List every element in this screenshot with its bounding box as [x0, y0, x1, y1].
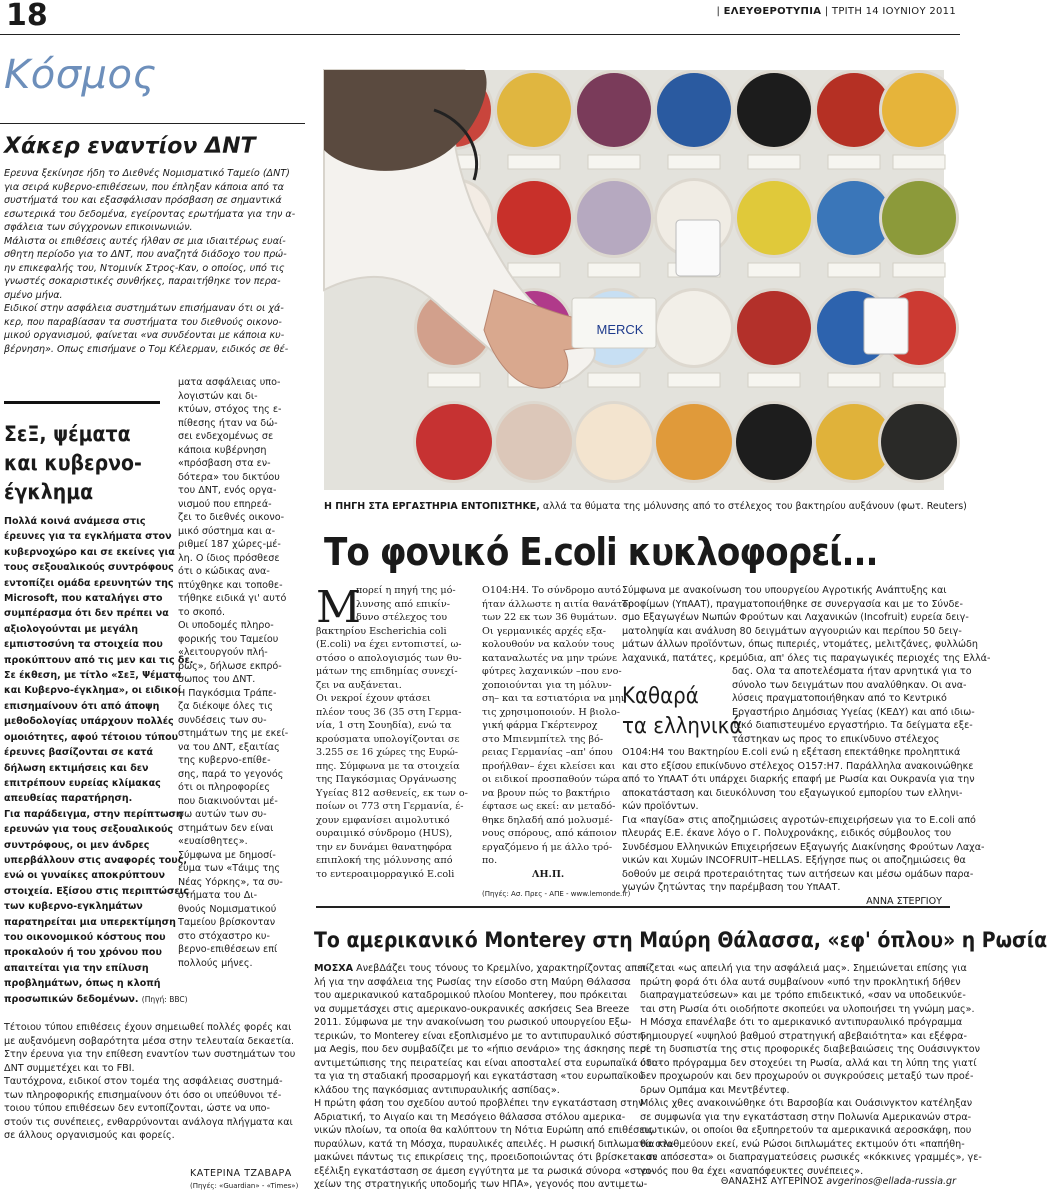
- produce-line: μάτων άλλων προϊόντων, όπως πιπεριές, ντομάτες, μελιτζάνες, φυλλώδη: [622, 639, 978, 650]
- test-card-1: [676, 220, 720, 276]
- produce-line: λαχανικά, πατάτες, κρεμύδια, απ' όλες τις παραγωγικές περιοχές της Ελλά-: [622, 652, 991, 664]
- dish-label: [588, 155, 640, 169]
- greek-produce-headline: [622, 682, 742, 742]
- hackers-sources: (Πηγές: «Guardian» - «Times»): [190, 1182, 299, 1190]
- produce-line: από το ΥπΑΑΤ ότι υπάρχει διαρκής επαφή με Ρωσία και Ουκρανία για την: [622, 774, 975, 785]
- hackers-right-line: ευμα των «Τάιμς της: [178, 863, 281, 874]
- ecoli-line: πορεί η πηγή της μό-: [356, 585, 456, 596]
- hackers-right-line: Νέας Υόρκης», τα συ-: [178, 876, 283, 888]
- hackers-line: σμένο μήνα.: [4, 289, 63, 301]
- dish-label: [428, 373, 480, 387]
- sidebar-line: στοιχεία. Εξίσου στις περιπτώσεις: [4, 885, 189, 897]
- hackers-bottom-body: [4, 1021, 304, 1143]
- petri-dish: [577, 181, 651, 255]
- russia-line: γονός που θα έχει «αναπόφευκτες συνέπειες».: [640, 1165, 864, 1177]
- ecoli-line: να βρουν πώς το βακτήριο: [482, 787, 610, 799]
- petri-dish: [497, 181, 571, 255]
- hackers-right-line: του ΔΝΤ, ενός οργα-: [178, 485, 277, 496]
- sidebar-line: των κυβερνο-εγκλημάτων: [4, 901, 143, 913]
- ecoli-line: 3.255 σε 16 χώρες της Ευρώ-: [316, 747, 459, 758]
- petri-dish: [657, 73, 731, 147]
- hackers-right-line: το σκοπό.: [178, 606, 225, 618]
- hackers-right-line: Οι υποδομές πληρο-: [178, 620, 274, 631]
- ecoli-column-b: [482, 584, 634, 881]
- ecoli-line: ήταν άλλωστε η αιτία θανάτου: [482, 598, 634, 610]
- ecoli-line: κρούσματα υπολογίζονται σε: [316, 733, 460, 745]
- ecoli-line: χοποιούνται για τη μόλυν-: [482, 679, 612, 691]
- hackers-right-line: στο στόχαστρο κυ-: [178, 930, 270, 942]
- russia-line: ται στη Ρωσία ότι οιοδήποτε σκοπεύει να υλοποιήσει τη γνώμη μας».: [640, 1003, 975, 1015]
- produce-line: O104:H4 του Βακτηρίου E.coli ενώ η εξέταση επεκτάθηκε προληπτικά: [622, 747, 961, 758]
- russia-line: δρων Ομπάμα και Μεντβέντεφ.: [640, 1084, 790, 1096]
- produce-line: νικών και Χυμών INCOFRUIT–HELLAS. Εξήγησε πως οι αποζημιώσεις θα: [622, 855, 966, 866]
- russia-line: μακώνει πάντως τις επικρίσεις της, προειδοποιώντας ότι βρίσκεται σε: [314, 1152, 658, 1163]
- ecoli-line: πλέον τους 36 (35 στη Γερμα-: [316, 706, 462, 718]
- hackers-right-line: σω αυτών των συ-: [178, 809, 267, 820]
- russia-line: πρώτη φορά ότι όλα αυτά συμβαίνουν «υπό την προκλητική δήθεν: [640, 976, 961, 988]
- hackers-right-line: μικό σύστημα και α-: [178, 525, 276, 537]
- sidebar-line: συντρόφους, οι μεν άνδρες: [4, 839, 150, 851]
- sidebar-line: μεθοδολογίας υπάρχουν πολλές: [4, 716, 174, 728]
- sidebar-line: κυβερνοχώρο και σε εκείνες για: [4, 546, 175, 558]
- ecoli-line: πο.: [482, 855, 498, 866]
- hackers-line: ην επικεφαλής του, Ντομινίκ Στρος-Καν, ο οποίος, υπό τις: [4, 262, 285, 274]
- hackers-line: Ερευνα ξεκίνησε ήδη το Διεθνές Νομισματικό Ταμείο (ΔΝΤ): [4, 168, 290, 179]
- hackers-right-line: να του ΔΝΤ, εξαιτίας: [178, 741, 280, 753]
- hackers-signature: ΚΑΤΕΡΙΝΑ ΤΖΑΒΑΡΑ: [190, 1168, 292, 1179]
- russia-line: σε συμφωνία για την εγκατάσταση στην Πολωνία Αμερικανών στρα-: [640, 1111, 972, 1123]
- dish-label: [508, 263, 560, 277]
- dish-label: [748, 263, 800, 277]
- russia-line: να συμμετάσχει στις αμερικανο-ουκρανικές ασκήσεις Sea Breeze: [314, 1003, 630, 1015]
- russia-line: θα σταθμεύουν εκεί, ενώ Ρώσοι διπλωμάτες εκτιμούν ότι «παπήθη-: [640, 1138, 965, 1150]
- petri-dish: [882, 181, 956, 255]
- hackers-right-line: λογιστών και δι-: [178, 390, 258, 402]
- hackers-bottom-line: Ταυτόχρονα, ειδικοί στον τομέα της ασφάλειας συστημά-: [4, 1076, 283, 1087]
- hackers-right-line: ματα ασφάλειας υπο-: [178, 377, 281, 388]
- hackers-right-line: «πρόσβαση στα εν-: [178, 458, 271, 469]
- ecoli-line: φύτρες λαχανικών –που ενο-: [482, 666, 622, 677]
- hackers-bottom-line: Στην έρευνα για την επίθεση εναντίον των συστημάτων του: [4, 1049, 296, 1060]
- ecoli-line: πης. Σύμφωνα με τα στοιχεία: [316, 760, 460, 772]
- sidebar-line: προκύπτουν από τις μεν και τις δε.: [4, 654, 194, 666]
- ecoli-column-a: [316, 584, 476, 881]
- header-rule: [0, 34, 960, 35]
- petri-dish: [657, 291, 731, 365]
- produce-line: πλευράς Ε.Ε. έκανε λόγο ο Γ. Πολυχρονάκης, ειδικός σύμβουλος του: [622, 828, 952, 839]
- hackers-line: βέρνηση». Οπως επισήμανε ο Τομ Κέλερμαν, ειδικός σε θέ-: [4, 343, 289, 355]
- hackers-bottom-line: τοιου τύπου επιθέσεων δεν εντοπίζονται, ώστε να υπο-: [4, 1103, 270, 1114]
- dish-label: [588, 263, 640, 277]
- russia-line: ότι το πρόγραμμα δεν στοχεύει τη Ρωσία, αλλά και τη λύπη της γιατί: [640, 1057, 977, 1069]
- section-rule: [0, 123, 305, 124]
- produce-line: Εργαστήριο Δημόσιας Υγείας (ΚΕΔΥ) και από ιδιω-: [732, 706, 975, 718]
- hackers-line: μικού οργανισμού, φαίνεται «να συνδέονται με κάποια κυ-: [4, 330, 285, 341]
- masthead: | ΕΛΕΥΘΕΡΟΤΥΠΙΑ | ΤΡΙΤΗ 14 ΙΟΥΝΙΟΥ 2011: [716, 6, 956, 17]
- russia-line: του αμερικανικού καταδρομικού πλοίου Monterey, που πρόκειται: [314, 990, 628, 1001]
- hackers-line: Ειδικοί στην ασφάλεια συστημάτων επισήμαναν ότι οι χά-: [4, 303, 284, 314]
- russia-line: κλάδου της παγκόσμιας αντιπυραυλικής ασπίδας».: [314, 1084, 560, 1096]
- produce-line: κών προϊόντων.: [622, 801, 699, 812]
- sidebar-title-line: έγκλημα: [4, 480, 94, 504]
- greek-produce-column: [622, 584, 991, 908]
- ecoli-line: στόσο ο απολογισμός των θυ-: [316, 652, 462, 664]
- russia-line: Η Μόσχα επανέλαβε ότι το αμερικανικό αντιπυραυλικό πρόγραμμα: [640, 1017, 963, 1028]
- ecoli-line: ση– και τα εστιατόρια να μην: [482, 693, 627, 704]
- hackers-bottom-line: στούν τις συνέπειες, ενθαρρύνονται ανάλογα πλήγματα και: [4, 1116, 293, 1128]
- petri-dish: [577, 73, 651, 147]
- hackers-right-line: σης, παρά το γεγονός: [178, 768, 284, 780]
- ecoli-line: λυνσης από επικίν-: [356, 598, 450, 610]
- russia-lead-text: ΑνεβΔάζει τους τόνους το Κρεμλίνο, χαρακτηρίζοντας απει-: [353, 963, 649, 974]
- hackers-body: [4, 167, 300, 356]
- dish-label: [668, 373, 720, 387]
- hackers-right-line: ρως», δήλωσε εκπρό-: [178, 660, 282, 672]
- sidebar-line: εμπιστοσύνη τα στοιχεία που: [4, 639, 163, 651]
- russia-rule: [316, 906, 950, 908]
- dish-label: [828, 263, 880, 277]
- russia-email: avgerinos@ellada-russia.gr: [826, 1176, 956, 1187]
- russia-line: τα για τη σταδιακή προσαρμογή και εγκατάσταση «του ευρωπαϊκού: [314, 1071, 644, 1082]
- photo-caption: [324, 500, 967, 513]
- hackers-right-line: φορικής του Ταμείου: [178, 633, 279, 645]
- section-title: Κόσμος: [4, 52, 157, 98]
- ecoli-line: ρειας Γερμανίας –απ' όπου: [482, 747, 613, 758]
- ecoli-line: βακτηρίου Escherichia coli: [316, 625, 447, 637]
- hackers-right-line: κάποια κυβέρνηση: [178, 444, 267, 456]
- sidebar-line: προκαλούν ή του χρόνου που: [4, 947, 162, 959]
- ecoli-line: Οι γερμανικές αρχές εξα-: [482, 625, 607, 637]
- produce-line: λύσεις πραγματοποιήθηκαν από το Κεντρικό: [732, 693, 947, 704]
- ecoli-line: O104:H4. Το σύνδρομο αυτό: [482, 585, 622, 596]
- hackers-line: γνωστές σοκαριστικές συνθήκες, παραιτήθηκε τον περα-: [4, 276, 281, 287]
- russia-column-1: [314, 962, 676, 1192]
- page-number: 18: [6, 0, 48, 33]
- sidebar-line: συμπέρασμα ότι δεν πρέπει να: [4, 608, 169, 620]
- produce-signature: ΑΝΝΑ ΣΤΕΡΓΙΟΥ: [866, 895, 942, 907]
- hackers-right-line: ζα διέκοψε όλες τις: [178, 701, 274, 712]
- produce-line: τάστηκαν ως προς το επικίνδυνο στέλεχος: [732, 733, 940, 745]
- caption-lead: Η ΠΗΓΗ ΣΤΑ ΕΡΓΑΣΤΗΡΙΑ ΕΝΤΟΠΙΣΤΗΚΕ,: [324, 501, 540, 512]
- hackers-right-line: δότερα» του δικτύου: [178, 471, 280, 483]
- hackers-right-line: πίθεσης ήταν να δώ-: [178, 417, 278, 429]
- hackers-right-line: σωπος του ΔΝΤ.: [178, 674, 256, 685]
- sidebar-line: απευθείας παρατήρηση.: [4, 793, 133, 805]
- hackers-right-line: βερνο-επιθέσεων επί: [178, 944, 278, 955]
- sidebar-line: επισημαίνουν ότι από άποψη: [4, 700, 160, 712]
- hackers-right-line: «λειτουργούν πλή-: [178, 647, 268, 658]
- hackers-right-line: θνούς Νομισματικού: [178, 903, 277, 915]
- hackers-right-line: στήματα του Δι-: [178, 890, 258, 901]
- photo-illustration: [324, 70, 944, 490]
- ecoli-line: κολουθούν να καλούν τους: [482, 639, 615, 650]
- petri-dish: [656, 404, 732, 480]
- hackers-line: εσωτερικά του δεδομένα, εγείροντας ερωτήματα για την α-: [4, 208, 296, 220]
- russia-author: ΘΑΝΑΣΗΣ ΑΥΓΕΡΙΝΟΣ: [720, 1176, 824, 1187]
- sidebar-line: παρατηρείται μια υπερεκτίμηση: [4, 916, 176, 928]
- ecoli-line: εργαζόμενο ή με άλλο τρό-: [482, 841, 613, 853]
- hackers-line: Μάλιστα οι επιθέσεις αυτές ήλθαν σε μια ιδιαιτέρως ευαί-: [4, 235, 286, 247]
- hackers-bottom-line: σε άλλους οργανισμούς και φορείς.: [4, 1130, 175, 1141]
- russia-line: 2011. Σύμφωνα με την ανακοίνωση του ρωσικού υπουργείου Εξω-: [314, 1017, 632, 1028]
- sidebar-body: [4, 514, 194, 1007]
- ecoli-headline: Το φονικό E.coli κυκλοφορεί...: [324, 530, 878, 574]
- sidebar-line: και Κυβερνο-έγκλημα», οι ειδικοί: [4, 685, 182, 697]
- dish-label: [893, 263, 945, 277]
- hackers-right-line: λη. Ο ίδιος πρόσθεσε: [178, 552, 280, 564]
- russia-line: χείων της στρατηγικής υποδομής των ΗΠΑ», γεγονός που αντιμετω-: [314, 1179, 648, 1190]
- sidebar-line: ερευνών για τους σεξουαλικούς: [4, 824, 174, 836]
- ecoli-line: νία, 1 στη Σουηδία), ενώ τα: [316, 720, 452, 731]
- hackers-right-line: στημάτων της με εκεί-: [178, 728, 289, 739]
- ecoli-line: Υγείας 812 ασθενείς, εκ των ο-: [316, 787, 468, 799]
- hackers-line: κερ, που παραβίασαν τα συστήματα του διεθνούς οικονο-: [4, 316, 282, 328]
- sidebar-title: [4, 420, 142, 507]
- hackers-right-line: πτύχθηκε και τοποθε-: [178, 579, 283, 591]
- russia-signature: [721, 1176, 956, 1187]
- petri-dish: [881, 404, 957, 480]
- sidebar-rule: [4, 401, 160, 404]
- kathara-line: τα ελληνικά: [622, 714, 743, 739]
- produce-line: γωγών ζητώντας την παρέμβαση του ΥπΑΑΤ.: [622, 882, 841, 893]
- ecoli-line: γική φάρμα Γκέρτενροχ: [482, 720, 598, 731]
- sidebar-last-line: [4, 992, 188, 1007]
- hackers-right-line: τήθηκε ειδικά γι' αυτό: [178, 593, 287, 604]
- hackers-right-line: κτύων, στόχος της ε-: [178, 404, 282, 415]
- hackers-right-line: πολλούς μήνες.: [178, 957, 253, 969]
- sidebar-line: του οικονομικού κόστους που: [4, 931, 166, 943]
- russia-line: Μόλις χθες ανακοινώθηκε ότι Βαρσοβία και Ουάσινγκτον κατέληξαν: [640, 1098, 973, 1109]
- petri-dish: [882, 73, 956, 147]
- sidebar-line: προβλημάτων, όπως η κλοπή: [4, 978, 161, 990]
- ecoli-line: καταναλωτές να μην τρώνε: [482, 652, 617, 664]
- sidebar-line: απαιτείται για την επίλυση: [4, 962, 149, 974]
- russia-line: πίζεται «ως απειλή για την ασφάλειά μας». Σημειώνεται επίσης για: [640, 963, 967, 974]
- petri-dish: [737, 291, 811, 365]
- sidebar-line: αξιολογούνται με μεγάλη: [4, 623, 139, 635]
- petri-dish: [737, 181, 811, 255]
- hackers-bottom-line: με αυξανόμενη σοβαρότητα μέσα στην τελευταία δεκαετία.: [4, 1035, 295, 1047]
- hackers-bottom-line: των πληροφορικής επισημαίνουν ότι όσο οι υπεύθυνοι τέ-: [4, 1089, 282, 1101]
- ecoli-line: θηκε δηλαδή από μολυσμέ-: [482, 814, 613, 826]
- hackers-right-line: ζει το διεθνές οικονο-: [178, 512, 285, 523]
- produce-line: δας. Ολα τα αποτελέσματα ήταν αρνητικά για το: [732, 666, 972, 677]
- sidebar-line: έρευνες για τα εγκλήματα στον: [4, 531, 172, 543]
- hackers-bottom-line: Τέτοιου τύπου επιθέσεις έχουν σημειωθεί πολλές φορές και: [4, 1022, 292, 1033]
- caption-text: αλλά τα θύματα της μόλυνσης από το στέλεχος του βακτηρίου αυξάνουν (φωτ. Reuters): [539, 501, 967, 512]
- petri-dish: [576, 404, 652, 480]
- petri-dish: [496, 404, 572, 480]
- hackers-line: σθητη περίοδο για το ΔΝΤ, που αναζητά διάδοχο του πρώ-: [4, 249, 287, 260]
- produce-line: Συνδέσμου Ελληνικών Επιχειρήσεων Εξαγωγής Διακίνησης Φρούτων Λαχα-: [622, 841, 985, 853]
- russia-line: σε τη δυσπιστία της στις προφορικές διαβεβαιώσεις της Ουάσινγκτον: [640, 1044, 980, 1055]
- hackers-line: συστήματά του και εξασφάλισαν πρόσβαση σε σημαντικά: [4, 195, 282, 206]
- hackers-right-column: [178, 376, 304, 970]
- russia-line: διαπραγματεύσεων» και με τρόπο επιδεικτικό, «σαν να υποδεικνύε-: [640, 990, 966, 1001]
- russia-line: μα Aegis, που δεν συμβαδίζει με το «ήπιο σενάριο» της άσκησης περί: [314, 1044, 650, 1055]
- russia-column-2: [640, 962, 982, 1178]
- russia-lead-line: [314, 962, 649, 976]
- hackers-right-line: «ευαίσθητες».: [178, 836, 248, 847]
- hackers-line: σφάλεια των σύγχρονων επικοινωνιών.: [4, 222, 193, 233]
- petri-dish: [737, 73, 811, 147]
- dish-label: [828, 373, 880, 387]
- dish-label: [508, 155, 560, 169]
- ecoli-line: μάτων της επιδημίας συνεχί-: [316, 666, 458, 677]
- russia-dateline: ΜΟΣΧΑ: [314, 963, 354, 974]
- produce-line: δοθούν με σειρά προτεραιότητας των αιτήσεων και μέσω ομάδων παρα-: [622, 868, 974, 880]
- hackers-right-line: συνδέσεις των συ-: [178, 714, 267, 726]
- hackers-right-line: ριθμεί 187 χώρες-μέ-: [178, 539, 281, 550]
- ecoli-line: ουραιμικό σύνδρομο (HUS),: [316, 828, 453, 839]
- ecoli-line: στο Μπιενμπίτελ της βό-: [482, 733, 604, 745]
- hackers-headline: Χάκερ εναντίον ΔΝΤ: [4, 134, 256, 159]
- hackers-right-line: σει ενδεχομένως σε: [178, 431, 274, 442]
- sidebar-line: εντοπίζει ομάδα ερευνητών της: [4, 577, 174, 589]
- ecoli-line: οι ειδικοί προσπαθούν τώρα: [482, 774, 621, 785]
- produce-line: ματοληψία και ανάλυση 80 δειγμάτων αγγουριών και περίπου 50 δειγ-: [622, 625, 962, 637]
- petri-dish-photo: [324, 70, 944, 490]
- sidebar-title-line: ΣεΞ, ψέματα: [4, 422, 131, 446]
- ecoli-line: των 22 εκ των 36 θυμάτων.: [482, 612, 617, 623]
- hackers-right-line: Ταμείου βρίσκονταν: [178, 917, 276, 928]
- ecoli-line: επιπλοκή της μόλυνσης από: [316, 855, 453, 866]
- ecoli-line: Οι νεκροί έχουν φτάσει: [316, 693, 431, 704]
- hackers-right-line: ότι ο κώδικας ανα-: [178, 566, 270, 577]
- produce-line: αποκατάσταση και διευκόλυνση του εξαγωγικού εμπορίου των ελληνι-: [622, 787, 963, 799]
- sidebar-line: τους σεξουαλικούς συντρόφους: [4, 562, 174, 574]
- petri-dish: [416, 404, 492, 480]
- russia-line: πυραύλων, κατά τη Μόσχα, πυραυλικές απειλές. Η ρωσική διπλωματία κλι-: [314, 1138, 676, 1150]
- kathara-line: Καθαρά: [622, 684, 699, 709]
- russia-line: Η πρώτη φάση του σχεδίου αυτού προβλέπει την εγκατάσταση στην: [314, 1098, 644, 1109]
- hackers-line: για σειρά κυβερνο-επιθέσεων, που έπληξαν κάποια από τα: [4, 181, 284, 193]
- sidebar-line: υπερβάλλουν στις αναφορές τους,: [4, 854, 187, 866]
- hackers-right-line: στημάτων δεν είναι: [178, 822, 274, 834]
- hackers-right-line: νισμού που επηρεά-: [178, 498, 272, 510]
- sidebar-credit: (Πηγή: BBC): [141, 994, 188, 1004]
- sidebar-line: δήλωση εκτιμήσεις και δεν: [4, 762, 149, 774]
- dish-label: [668, 155, 720, 169]
- newspaper-name: ΕΛΕΥΘΕΡΟΤΥΠΙΑ: [723, 6, 822, 17]
- russia-line: καν απόσεστα» οι διαπραγματεύσεις ρωσικές «κόκκινες γραμμές», γε-: [640, 1152, 982, 1163]
- hackers-right-line: Η Παγκόσμια Τράπε-: [178, 687, 277, 699]
- russia-line: τερικών, το Monterey είναι εξοπλισμένο με το αντιπυραυλικό σύστη-: [314, 1030, 648, 1042]
- ecoli-line: την εν δυνάμει θανατηφόρα: [316, 841, 452, 853]
- sidebar-line: Σε έκθεση, με τίτλο «ΣεΞ, Ψέματα: [4, 670, 182, 682]
- merck-label: MERCK: [596, 322, 644, 337]
- ecoli-line: δυνο στέλεχος του: [356, 612, 448, 623]
- hackers-right-line: ότι οι πληροφορίες: [178, 782, 270, 793]
- sidebar-last-text: προσωπικών δεδομένων.: [4, 993, 139, 1005]
- ecoli-line: τις χρησιμοποιούν. Η βιολο-: [482, 706, 620, 718]
- sidebar-line: έρευνες βασίζονται σε κατά: [4, 747, 153, 759]
- ecoli-line: νους σπόρους, από κάποιον: [482, 828, 617, 839]
- sidebar-title-line: και κυβερνο-: [4, 451, 142, 475]
- dish-label: [748, 155, 800, 169]
- ecoli-line: (E.coli) να έχει εντοπιστεί, ω-: [316, 639, 462, 650]
- issue-date: ΤΡΙΤΗ 14 ΙΟΥΝΙΟΥ 2011: [831, 6, 956, 17]
- sidebar-line: Για παράδειγμα, στην περίπτωση: [4, 808, 183, 820]
- russia-line: αντιμετώπισης της πειρατείας και είναι αποσταλεί στα ευρωπαϊκά ύδα-: [314, 1057, 662, 1069]
- ecoli-line: χουν εμφανίσει αιμολυτικό: [316, 814, 450, 826]
- ecoli-signature: ΛΗ.Π.: [532, 868, 565, 880]
- ecoli-line: το εντεροαιμορραγικό E.coli: [316, 868, 455, 880]
- produce-line: Σύμφωνα με ανακοίνωση του υπουργείου Αγροτικής Ανάπτυξης και: [622, 585, 947, 596]
- produce-line: Τροφίμων (ΥπΑΑΤ), πραγματοποιήθηκε σε συνεργασία και με το Σύνδε-: [622, 598, 963, 610]
- ecoli-sources: (Πηγές: Ασ. Πρες - ΑΠΕ - www.lemonde.fr): [482, 890, 631, 898]
- russia-line: τιωτικών, οι οποίοι θα εξυπηρετούν τα αμερικανικά αεροσκάφη, που: [640, 1125, 972, 1136]
- produce-line: σμο Εξαγωγέων Νωπών Φρούτων και Λαχανικών (Incofruit) ευρεία δειγ-: [622, 612, 969, 623]
- dish-label: [748, 373, 800, 387]
- petri-dish: [497, 73, 571, 147]
- produce-line: και στο εξίσου επικίνδυνο στέλεχος O157:H7. Παράλληλα ανακοινώθηκε: [622, 760, 974, 772]
- russia-line: εξέλιξη εγκατάσταση σε άμεση εγγύτητα με τα ρωσικά σύνορα «στοι-: [314, 1165, 655, 1177]
- russia-line: λή για την ασφάλεια της Ρωσίας την είσοδο στη Μαύρη Θάλασσα: [314, 976, 631, 988]
- ecoli-line: προήλθαν– έχει κλείσει και: [482, 760, 616, 772]
- dish-label: [893, 155, 945, 169]
- test-card-2: [864, 298, 908, 354]
- dropcap: Μ: [316, 582, 362, 633]
- produce-line: τικό διαπιστευμένο εργαστήριο. Τα δείγματα εξε-: [732, 720, 973, 731]
- ecoli-line: έφτασε ως εκεί: αν μεταδό-: [482, 801, 616, 812]
- sidebar-line: ομοιότητες, αφού τέτοιου τύπου: [4, 731, 179, 743]
- hackers-bottom-line: ΔΝΤ συμμετέχει και το FBI.: [4, 1062, 135, 1074]
- sidebar-line: Microsoft, που καταλήγει στο: [4, 593, 163, 605]
- ecoli-line: ζει να αυξάνεται.: [316, 679, 402, 691]
- russia-line: νικών πλοίων, τα οποία θα καλύπτουν τη Νότια Ευρώπη από επιθέσεις: [314, 1125, 654, 1136]
- ecoli-line: ποίων οι 773 στη Γερμανία, έ-: [316, 801, 464, 812]
- dish-label: [828, 155, 880, 169]
- russia-line: Αδριατική, το Αιγαίο και τη Μεσόγειο θάλασσα στόλου αμερικα-: [314, 1111, 626, 1123]
- russia-headline: Το αμερικανικό Monterey στη Μαύρη Θάλασσα, «εφ' όπλου» η Ρωσία: [314, 928, 1047, 952]
- sidebar-line: Πολλά κοινά ανάμεσα στις: [4, 516, 146, 527]
- produce-line: Για «παγίδα» στις αποζημιώσεις αγροτών-επιχειρήσεων για το E.coli από: [622, 814, 976, 826]
- dish-label: [893, 373, 945, 387]
- hackers-right-line: Σύμφωνα με δημοσί-: [178, 849, 276, 861]
- dish-label: [588, 373, 640, 387]
- russia-line: δημιουργεί «υψηλού βαθμού στρατηγική αβεβαιότητα» και εξέφρα-: [640, 1030, 967, 1042]
- hackers-right-line: που διακινούνται μέ-: [178, 795, 278, 807]
- sidebar-line: ενώ οι γυναίκες αποκρύπτουν: [4, 870, 165, 882]
- sidebar-line: επιτρέπουν ευρείας κλίμακας: [4, 777, 161, 789]
- produce-line: σύνολο των δειγμάτων που αναλύθηκαν. Οι ανα-: [732, 679, 967, 691]
- ecoli-line: της Παγκόσμιας Οργάνωσης: [316, 774, 457, 785]
- hackers-right-line: της κυβερνο-επίθε-: [178, 755, 271, 766]
- petri-dish: [736, 404, 812, 480]
- russia-line: δεν προχωρούν και δεν προχωρούν οι συγκρούσεις μεταξύ των προέ-: [640, 1071, 974, 1082]
